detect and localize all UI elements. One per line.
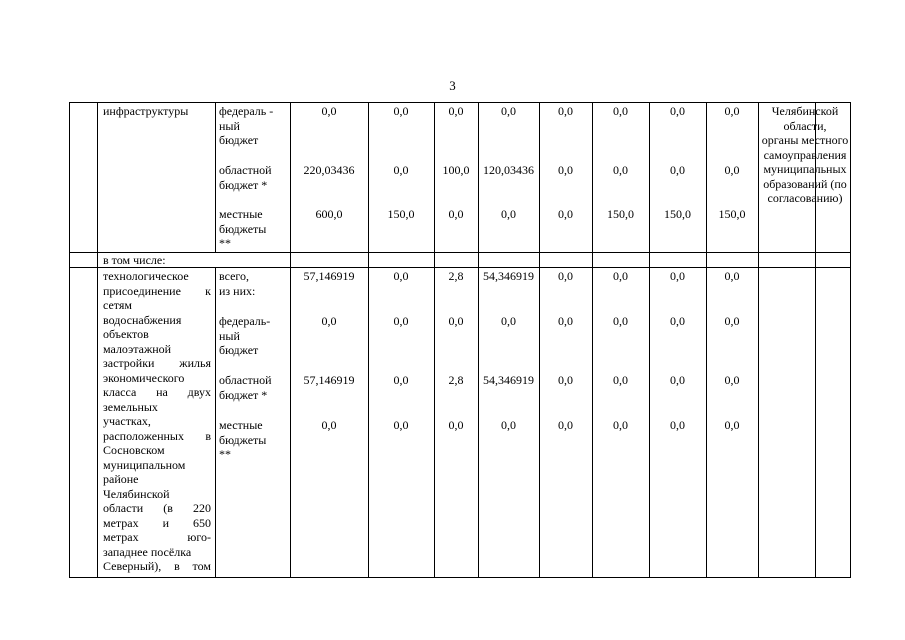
- funding-source-label: [219, 269, 293, 298]
- column-divider: [539, 253, 540, 267]
- column-divider: [290, 268, 291, 578]
- item-name-line: западнее посёлка: [103, 544, 192, 559]
- item-name: [103, 269, 211, 574]
- amount-value: 0,0: [448, 104, 464, 118]
- item-name-line: объектов: [103, 327, 149, 341]
- column-divider: [815, 103, 816, 252]
- column-divider: [97, 103, 98, 252]
- item-name-line: Сосновском: [103, 443, 165, 457]
- item-name-line: экономического: [103, 370, 185, 385]
- column-divider: [758, 268, 759, 578]
- column-divider: [368, 103, 369, 252]
- page-number: 3: [449, 78, 456, 93]
- column-divider: [539, 103, 540, 252]
- amount-value: 0,0: [321, 314, 337, 328]
- amount-value: 2,8: [448, 269, 464, 283]
- column-divider: [758, 253, 759, 267]
- amount-value: 0,0: [558, 269, 573, 283]
- funding-source-line: местные: [219, 418, 263, 432]
- amount-value: 57,146919: [303, 269, 355, 283]
- amount-value: 0,0: [558, 163, 573, 177]
- amount-value: 150,0: [387, 207, 415, 221]
- column-divider: [215, 103, 216, 252]
- funding-source-line: бюджеты: [219, 221, 267, 236]
- funding-source-line: областной: [219, 163, 272, 177]
- amount-value: 0,0: [393, 373, 409, 387]
- funding-source-line: бюджет *: [219, 387, 268, 402]
- funding-source-label: [219, 418, 293, 462]
- organization-line: согласованию): [767, 191, 843, 205]
- funding-source-line: федераль -: [219, 104, 274, 118]
- amount-value: 0,0: [670, 373, 685, 387]
- column-divider: [478, 253, 479, 267]
- item-name-line: класса на двух: [103, 385, 211, 399]
- item-name-line: технологическое: [103, 269, 189, 283]
- funding-source-line: ный: [219, 328, 240, 343]
- funding-source-label: [219, 163, 293, 192]
- table-row: [70, 103, 850, 252]
- amount-value: 0,0: [393, 314, 409, 328]
- budget-table: [69, 102, 851, 578]
- amount-value: 0,0: [613, 104, 628, 118]
- subsection-label: в том числе:: [103, 253, 166, 267]
- amount-value: 0,0: [558, 314, 573, 328]
- amount-value: 0,0: [613, 314, 628, 328]
- amount-value: 0,0: [724, 418, 740, 432]
- item-name-line: метрах и 650: [103, 515, 211, 530]
- column-divider: [649, 268, 650, 578]
- column-divider: [815, 268, 816, 578]
- amount-value: 0,0: [613, 163, 628, 177]
- funding-source-line: **: [219, 236, 231, 250]
- amount-value: 0,0: [448, 207, 464, 221]
- amount-value: 54,346919: [483, 373, 534, 387]
- amount-value: 0,0: [670, 163, 685, 177]
- amount-value: 0,0: [393, 418, 409, 432]
- amount-value: 0,0: [613, 418, 628, 432]
- item-name-line: Северный), в том: [103, 559, 211, 573]
- amount-value: 0,0: [448, 418, 464, 432]
- item-name: инфраструктуры: [103, 104, 189, 118]
- amount-value: 0,0: [558, 104, 573, 118]
- organization-line: самоуправления: [763, 147, 847, 162]
- column-divider: [434, 253, 435, 267]
- amount-value: 150,0: [718, 207, 746, 221]
- amount-value: 57,146919: [303, 373, 355, 387]
- column-divider: [290, 103, 291, 252]
- column-divider: [478, 268, 479, 578]
- item-name-line: области (в 220: [103, 501, 211, 515]
- amount-value: 0,0: [501, 207, 516, 221]
- organization-line: образований (по: [763, 176, 847, 191]
- column-divider: [815, 253, 816, 267]
- amount-value: 0,0: [321, 418, 337, 432]
- organization-line: органы местного: [761, 133, 849, 147]
- amount-value: 0,0: [558, 373, 573, 387]
- amount-value: 0,0: [393, 269, 409, 283]
- amount-value: 0,0: [501, 314, 516, 328]
- funding-source-line: всего,: [219, 269, 250, 283]
- amount-value: 0,0: [321, 104, 337, 118]
- funding-source-line: местные: [219, 207, 263, 221]
- funding-source-label: [219, 373, 293, 402]
- funding-source-line: федераль-: [219, 314, 271, 328]
- amount-value: 54,346919: [483, 269, 534, 283]
- amount-value: 0,0: [724, 314, 740, 328]
- funding-source-label: [219, 207, 293, 251]
- organization-line: Челябинской: [771, 104, 839, 118]
- item-name-line: сетям: [103, 298, 132, 312]
- funding-source-line: из них:: [219, 283, 256, 298]
- funding-source-line: ный: [219, 118, 240, 133]
- responsible-organizations: [760, 104, 850, 206]
- amount-value: 120,03436: [483, 163, 534, 177]
- amount-value: 0,0: [724, 373, 740, 387]
- item-name-line: метрах юго-: [103, 530, 211, 544]
- funding-source-label: [219, 104, 293, 148]
- item-name-line: присоединение к: [103, 283, 211, 298]
- column-divider: [434, 268, 435, 578]
- amount-value: 100,0: [442, 163, 470, 177]
- funding-source-line: бюджет: [219, 343, 259, 357]
- table-row: [70, 253, 850, 267]
- column-divider: [649, 253, 650, 267]
- column-divider: [434, 103, 435, 252]
- amount-value: 0,0: [670, 104, 685, 118]
- amount-value: 0,0: [393, 104, 409, 118]
- column-divider: [592, 268, 593, 578]
- column-divider: [539, 268, 540, 578]
- column-divider: [97, 253, 98, 267]
- item-name-line: муниципальном: [103, 457, 186, 472]
- row-divider: [70, 252, 850, 253]
- table-row: [70, 268, 850, 578]
- amount-value: 0,0: [670, 418, 685, 432]
- amount-value: 0,0: [613, 269, 628, 283]
- amount-value: 0,0: [501, 418, 516, 432]
- item-name-line: застройки жилья: [103, 356, 211, 370]
- organization-line: муниципальных: [763, 162, 847, 176]
- amount-value: 0,0: [558, 418, 573, 432]
- amount-value: 0,0: [670, 314, 685, 328]
- amount-value: 0,0: [393, 163, 409, 177]
- funding-source-line: бюджет *: [219, 177, 268, 192]
- column-divider: [758, 103, 759, 252]
- item-name-line: Челябинской: [103, 486, 170, 501]
- funding-source-line: бюджеты: [219, 432, 267, 447]
- column-divider: [706, 103, 707, 252]
- funding-source-line: бюджет: [219, 133, 259, 147]
- column-divider: [706, 253, 707, 267]
- amount-value: 2,8: [448, 373, 464, 387]
- item-name-line: расположенных в: [103, 428, 211, 443]
- amount-value: 150,0: [607, 207, 634, 221]
- item-name-line: участках,: [103, 414, 151, 428]
- column-divider: [290, 253, 291, 267]
- item-name-line: водоснабжения: [103, 312, 182, 327]
- column-divider: [368, 253, 369, 267]
- amount-value: 0,0: [613, 373, 628, 387]
- column-divider: [97, 268, 98, 578]
- column-divider: [368, 268, 369, 578]
- column-divider: [706, 268, 707, 578]
- item-name-line: районе: [103, 472, 139, 486]
- funding-source-line: областной: [219, 373, 272, 387]
- row-divider: [70, 267, 850, 268]
- amount-value: 0,0: [724, 163, 740, 177]
- amount-value: 0,0: [724, 104, 740, 118]
- item-name-line: земельных: [103, 399, 158, 414]
- column-divider: [649, 103, 650, 252]
- column-divider: [478, 103, 479, 252]
- amount-value: 0,0: [448, 314, 464, 328]
- amount-value: 0,0: [558, 207, 573, 221]
- amount-value: 220,03436: [303, 163, 355, 177]
- amount-value: 600,0: [315, 207, 343, 221]
- column-divider: [592, 253, 593, 267]
- amount-value: 0,0: [670, 269, 685, 283]
- funding-source-line: **: [219, 447, 231, 461]
- funding-source-label: [219, 314, 293, 358]
- column-divider: [215, 268, 216, 578]
- amount-value: 150,0: [664, 207, 691, 221]
- amount-value: 0,0: [724, 269, 740, 283]
- organization-line: области,: [783, 118, 827, 133]
- item-name-line: малоэтажной: [103, 341, 172, 356]
- amount-value: 0,0: [501, 104, 516, 118]
- column-divider: [592, 103, 593, 252]
